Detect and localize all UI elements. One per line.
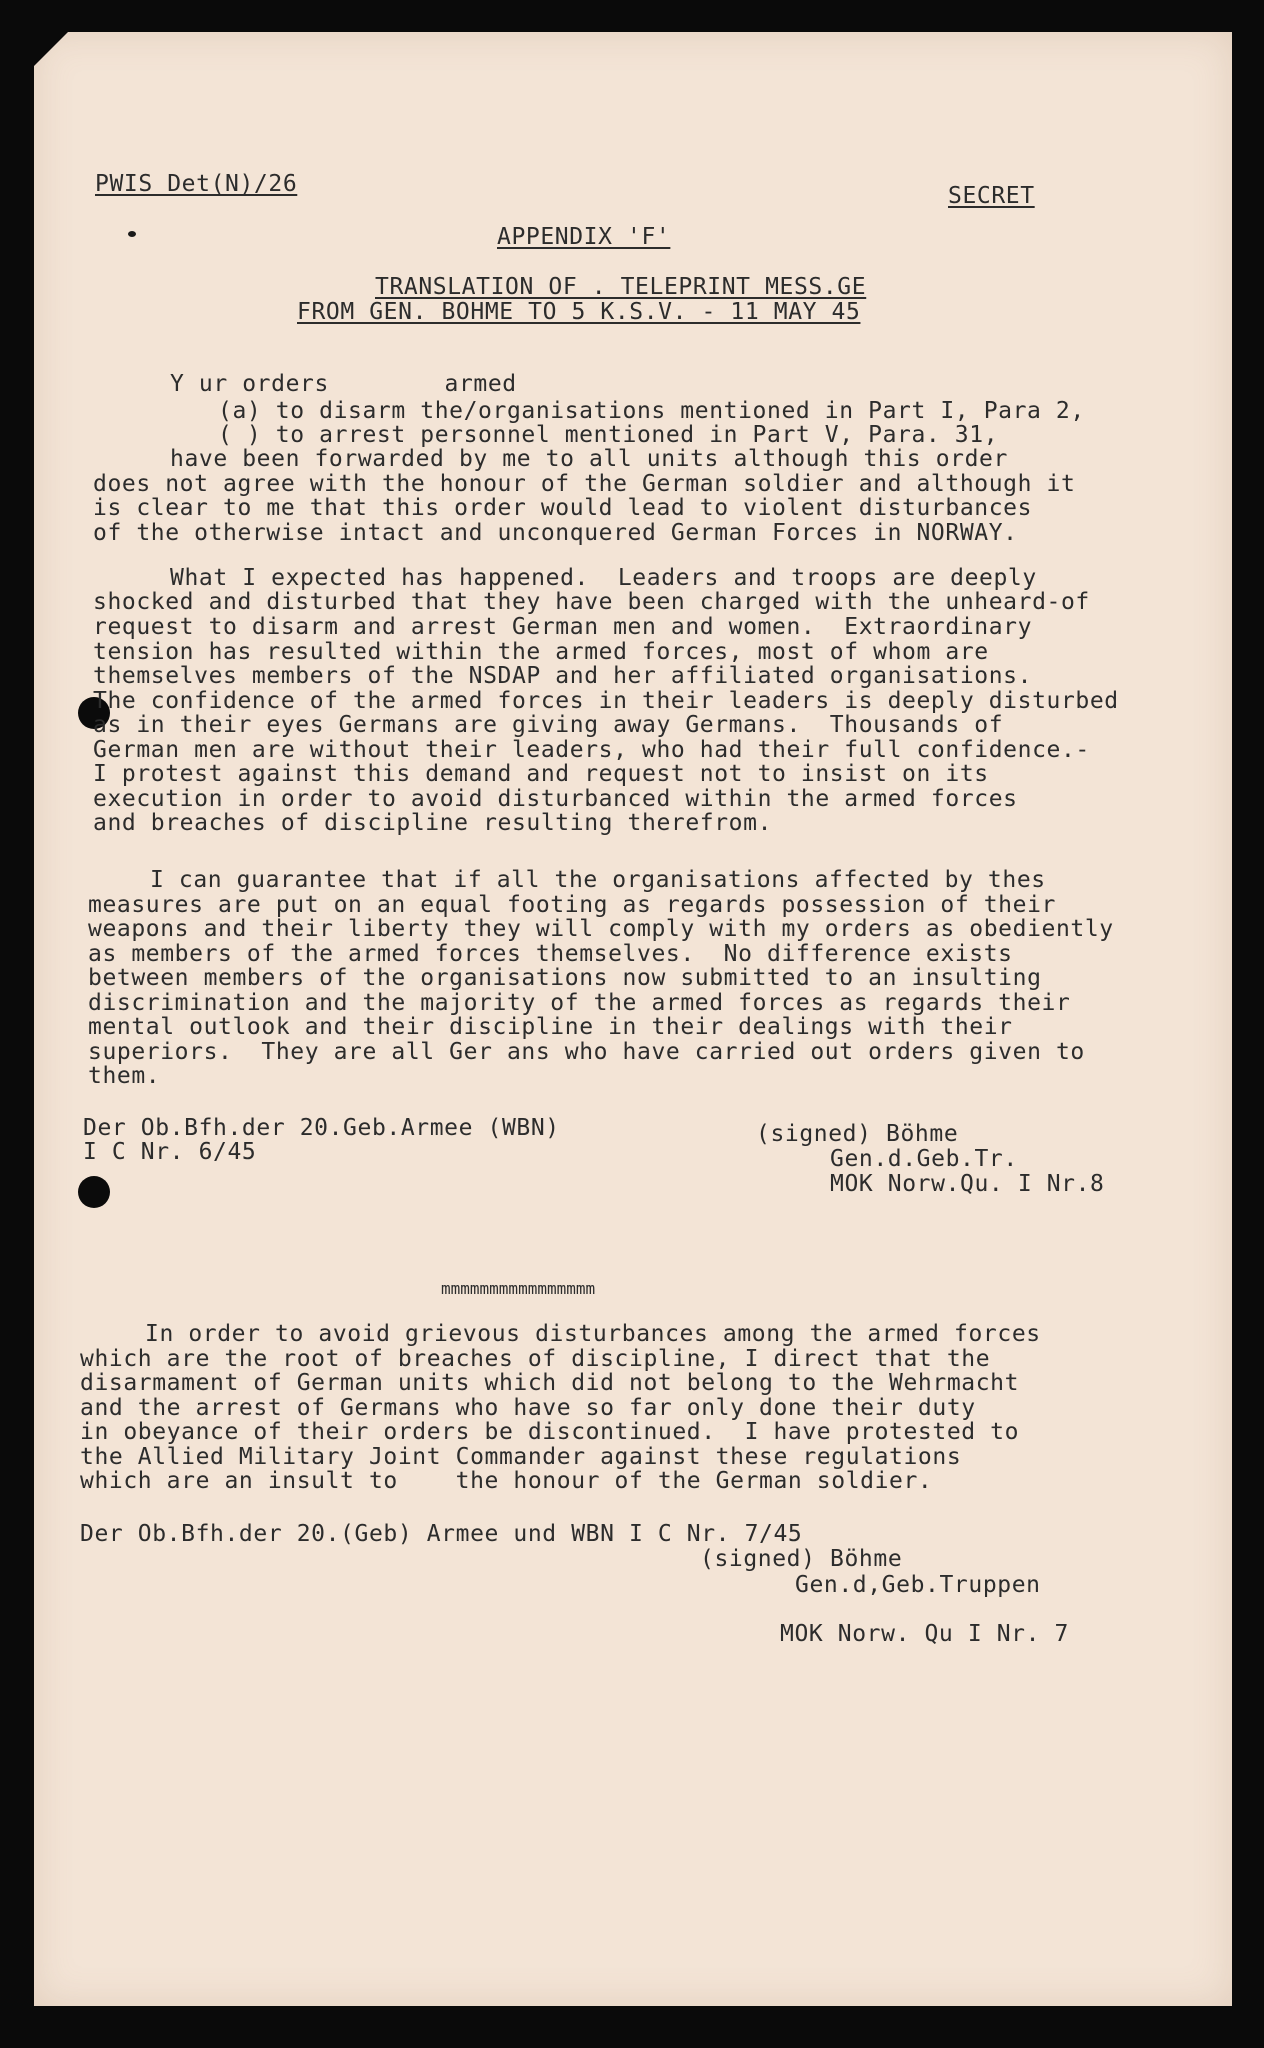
msg2-signature-line: Gen.d,Geb.Truppen [795, 1572, 1041, 1598]
msg1-signature-line: (signed) Böhme [756, 1121, 959, 1147]
classification-label: SECRET [948, 183, 1035, 209]
msg1-reference-line: I C Nr. 6/45 [83, 1139, 257, 1165]
msg1-signature-line: MOK Norw.Qu. I Nr.8 [830, 1171, 1105, 1197]
msg1-para3-line: I can guarantee that if all the organisations affected by thes [150, 867, 1046, 893]
msg1-para1-line: of the otherwise intact and unconquered German Forces in NORWAY. [93, 520, 1018, 546]
msg1-para3-line: discrimination and the majority of the armed forces as regards their [88, 990, 1071, 1016]
msg1-reference-line: Der Ob.Bfh.der 20.Geb.Armee (WBN) [83, 1115, 560, 1141]
title-line-2: FROM GEN. BOHME TO 5 K.S.V. - 11 MAY 45 [297, 299, 861, 325]
msg2-para-line: In order to avoid grievous disturbances among the armed forces [145, 1321, 1041, 1347]
msg2-mok-line: MOK Norw. Qu I Nr. 7 [780, 1621, 1069, 1647]
msg2-reference-line: Der Ob.Bfh.der 20.(Geb) Armee und WBN I C Nr. 7/45 [80, 1521, 803, 1547]
msg1-para3-line: superiors. They are all Ger ans who have carried out orders given to [88, 1039, 1085, 1065]
msg1-para3-line: measures are put on an equal footing as regards possession of their [88, 892, 1056, 918]
msg1-para1-line: (a) to disarm the/organisations mentioned in Part I, Para 2, [218, 398, 1085, 424]
msg1-para2-line: and breaches of discipline resulting therefrom. [93, 810, 773, 836]
msg1-para3-line: them. [88, 1063, 161, 1089]
msg1-para1-line: is clear to me that this order would lead to violent disturbances [93, 495, 1033, 521]
ink-mark [128, 231, 136, 237]
msg1-para1-line: does not agree with the honour of the German soldier and although it [93, 471, 1076, 497]
msg1-para3-line: between members of the organisations now submitted to an insulting [88, 965, 1042, 991]
msg1-para1-line: Y ur orders armed [170, 371, 517, 397]
msg1-para2-line: German men are without their leaders, who had their full confidence.- [93, 737, 1090, 763]
msg1-para1-line: ( ) to arrest personnel mentioned in Part V, Para. 31, [218, 422, 999, 448]
msg1-para3-line: mental outlook and their discipline in their dealings with their [88, 1014, 1013, 1040]
msg2-para-line: disarmament of German units which did not belong to the Wehrmacht [80, 1370, 1020, 1396]
msg1-para2-line: The confidence of the armed forces in their leaders is deeply disturbed [93, 688, 1119, 714]
msg1-para2-line: tension has resulted within the armed forces, most of whom are [93, 639, 989, 665]
msg2-para-line: and the arrest of Germans who have so far only done their duty [80, 1395, 976, 1421]
msg2-para-line: the Allied Military Joint Commander against these regulations [80, 1444, 962, 1470]
msg1-para2-line: What I expected has happened. Leaders and troops are deeply [170, 565, 1037, 591]
section-separator: mmmmmmmmmmmmmmmm [441, 1279, 596, 1298]
msg1-para2-line: as in their eyes Germans are giving away Germans. Thousands of [93, 712, 1004, 738]
msg1-para3-line: weapons and their liberty they will comply with my orders as obediently [88, 916, 1114, 942]
title-line-1: TRANSLATION OF . TELEPRINT MESS.GE [375, 274, 867, 300]
msg1-signature-line: Gen.d.Geb.Tr. [830, 1146, 1018, 1172]
folded-corner [34, 32, 68, 66]
msg2-para-line: in obeyance of their orders be discontinued. I have protested to [80, 1419, 1020, 1445]
msg1-para2-line: shocked and disturbed that they have been charged with the unheard-of [93, 589, 1090, 615]
msg2-signature-line: (signed) Böhme [700, 1546, 903, 1572]
msg1-para2-line: themselves members of the NSDAP and her affiliated organisations. [93, 663, 1033, 689]
punch-hole-lower [78, 1176, 110, 1208]
msg1-para3-line: as members of the armed forces themselves. No difference exists [88, 941, 1013, 967]
document-reference: PWIS Det(N)/26 [95, 171, 298, 197]
msg1-para1-line: have been forwarded by me to all units although this order [170, 446, 1008, 472]
appendix-title: APPENDIX 'F' [497, 224, 671, 250]
msg2-para-line: which are the root of breaches of discipline, I direct that the [80, 1346, 991, 1372]
msg2-para-line: which are an insult to the honour of the German soldier. [80, 1468, 933, 1494]
msg1-para2-line: execution in order to avoid disturbanced within the armed forces [93, 786, 1018, 812]
msg1-para2-line: I protest against this demand and request not to insist on its [93, 761, 989, 787]
msg1-para2-line: request to disarm and arrest German men and women. Extraordinary [93, 614, 1033, 640]
